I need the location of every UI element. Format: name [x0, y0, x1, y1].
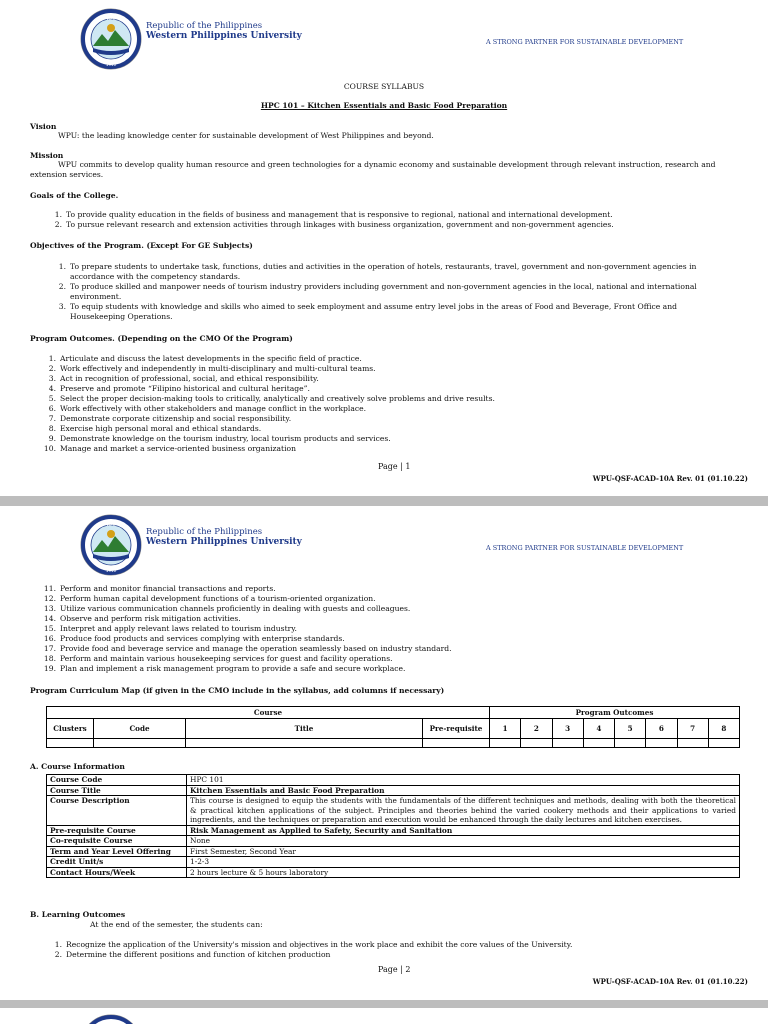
program-outcomes-label: Program Outcomes. (Depending on the CMO Of the Program): [30, 334, 293, 343]
program-outcome-item-number: 17.: [43, 644, 56, 653]
cmap-outcome-col: 1: [490, 719, 521, 739]
course-info-key: Course Title: [47, 785, 187, 796]
program-outcome-item: [42, 354, 495, 364]
program-outcome-item-number: 5.: [48, 394, 56, 403]
program-outcome-item: [42, 424, 495, 434]
learning-outcome-item-number: 1.: [54, 940, 62, 949]
course-info-value: This course is designed to equip the students with the fundamentals of the different techniques and methods, dealing with both the theoretical & practical kitchen applications of the subject. Principles and theories behind the varied cookery methods and their applications to varied ingredients, and the techniques or preparation and execution would be enhanced through the daily lectures and kitchen exercises.: [187, 796, 740, 826]
program-outcome-item-text: Demonstrate knowledge on the tourism industry, local tourism products and services.: [60, 434, 391, 443]
program-outcome-item-number: 3.: [48, 374, 56, 383]
cmap-empty-cell: [615, 739, 646, 748]
program-outcome-item-text: Articulate and discuss the latest developments in the specific field of practice.: [60, 354, 362, 363]
svg-text:1910: 1910: [105, 568, 117, 573]
learning-outcome-item-text: Recognize the application of the University's mission and objectives in the work place and exhibit the core values of the University.: [66, 940, 573, 949]
doc-title: COURSE SYLLABUS: [343, 82, 425, 91]
goal-item-number: 2.: [54, 220, 62, 229]
cmap-empty-cell: [677, 739, 708, 748]
objective-item-text: To produce skilled and manpower needs of tourism industry providers including government and non-government agencies in the local, national and international environment.: [70, 282, 697, 301]
course-info-row: [47, 867, 740, 878]
curriculum-map-label: Program Curriculum Map (if given in the CMO include in the syllabus, add columns if necessary): [30, 686, 445, 695]
syllabus-page-2: [0, 506, 768, 1000]
cmap-empty-cell: [521, 739, 552, 748]
cmap-outcome-col: 4: [583, 719, 614, 739]
learning-outcomes-list: [48, 940, 572, 960]
program-outcome-item: [42, 644, 452, 654]
program-outcome-item: [42, 394, 495, 404]
header-republic: Republic of the Philippines: [146, 21, 263, 31]
syllabus-page-3: [0, 1008, 768, 1024]
course-heading: HPC 101 – Kitchen Essentials and Basic Food Preparation: [260, 101, 508, 110]
page-number: Page | 1: [378, 462, 411, 471]
course-info-row: [47, 775, 740, 786]
program-outcome-item-number: 11.: [43, 584, 56, 593]
course-info-value: 2 hours lecture & 5 hours laboratory: [187, 867, 740, 878]
cmap-empty-cell: [490, 739, 521, 748]
program-outcome-item-text: Work effectively and independently in multi-disciplinary and multi-cultural teams.: [60, 364, 376, 373]
program-outcome-item-number: 12.: [43, 594, 56, 603]
course-info-key: Contact Hours/Week: [47, 867, 187, 878]
course-info-row: [47, 857, 740, 868]
goal-item: [48, 220, 614, 230]
program-outcome-item-text: Provide food and beverage service and manage the operation seamlessly based on industry standard.: [60, 644, 452, 653]
program-outcomes-list-continued: [42, 584, 452, 674]
course-info-value: HPC 101: [187, 775, 740, 786]
course-info-row: [47, 825, 740, 836]
objective-item-text: To prepare students to undertake task, functions, duties and activities in the operation of hotels, restaurants, travel, government and non-government agencies in accordance with the competency standards.: [70, 262, 697, 281]
learning-outcome-item: [48, 950, 572, 960]
goal-item: [48, 210, 614, 220]
program-outcome-item-number: 19.: [43, 664, 56, 673]
course-info-key: Course Code: [47, 775, 187, 786]
svg-text:WPU: WPU: [106, 16, 116, 21]
header-university-name: Western Philippines University: [146, 537, 302, 547]
program-outcome-item: [42, 634, 452, 644]
objectives-label: Objectives of the Program. (Except For GE Subjects): [30, 241, 253, 250]
cmap-outcome-col: 8: [708, 719, 739, 739]
program-outcome-item: [42, 374, 495, 384]
course-information-table: [46, 774, 740, 878]
cmap-empty-cell: [552, 739, 583, 748]
program-outcome-item: [42, 654, 452, 664]
program-outcome-item: [42, 364, 495, 374]
cmap-outcome-col: 2: [521, 719, 552, 739]
svg-text:WPU: WPU: [106, 522, 116, 527]
cmap-outcome-col: 6: [646, 719, 677, 739]
program-outcome-item-number: 7.: [48, 414, 56, 423]
mission-label: Mission: [30, 151, 64, 160]
program-outcome-item: [42, 604, 452, 614]
cmap-clusters-header: Clusters: [47, 719, 94, 739]
program-outcome-item-number: 4.: [48, 384, 56, 393]
objective-item: [52, 302, 724, 322]
program-outcome-item-number: 10.: [43, 444, 56, 453]
header-tagline: A STRONG PARTNER FOR SUSTAINABLE DEVELOPMENT: [486, 38, 684, 46]
program-outcome-item-number: 2.: [48, 364, 56, 373]
program-outcome-item-number: 8.: [48, 424, 56, 433]
page-number: Page | 2: [378, 965, 411, 974]
vision-label: Vision: [30, 122, 57, 131]
objective-item: [52, 262, 724, 282]
program-outcome-item: [42, 664, 452, 674]
program-outcome-item-text: Demonstrate corporate citizenship and social responsibility.: [60, 414, 292, 423]
mission-text: WPU commits to develop quality human resource and green technologies for a dynamic economy and sustainable development through relevant instruction, research and extension services.: [30, 160, 716, 179]
objective-item-text: To equip students with knowledge and skills who aimed to seek employment and assume entry level jobs in the areas of Food and Beverage, Front Office and Housekeeping Operations.: [70, 302, 677, 321]
goals-list: [48, 210, 614, 230]
program-outcome-item-text: Utilize various communication channels proficiently in dealing with guests and colleagues.: [60, 604, 411, 613]
program-outcome-item: [42, 414, 495, 424]
program-outcome-item-number: 18.: [43, 654, 56, 663]
program-outcome-item-number: 9.: [48, 434, 56, 443]
objective-item-number: 3.: [58, 302, 66, 311]
objective-item: [52, 282, 724, 302]
cmap-title-header: Title: [186, 719, 423, 739]
course-info-value: Kitchen Essentials and Basic Food Preparation: [187, 785, 740, 796]
cmap-empty-cell: [423, 739, 490, 748]
learning-outcome-item: [48, 940, 572, 950]
program-outcome-item: [42, 624, 452, 634]
program-outcome-item-number: 6.: [48, 404, 56, 413]
learning-outcomes-intro: At the end of the semester, the students can:: [90, 920, 263, 929]
course-info-label: A. Course Information: [30, 762, 125, 771]
syllabus-page-1: [0, 0, 768, 496]
cmap-program-outcomes-header: Program Outcomes: [490, 707, 740, 719]
course-info-key: Co-requisite Course: [47, 836, 187, 847]
learning-outcome-item-number: 2.: [54, 950, 62, 959]
header-university-name: Western Philippines University: [146, 31, 302, 41]
program-outcome-item-number: 15.: [43, 624, 56, 633]
course-info-row: [47, 785, 740, 796]
program-outcome-item-text: Preserve and promote “Filipino historical and cultural heritage”.: [60, 384, 310, 393]
course-info-row: [47, 836, 740, 847]
program-outcome-item: [42, 584, 452, 594]
program-outcome-item-text: Interpret and apply relevant laws related to tourism industry.: [60, 624, 297, 633]
cmap-empty-cell: [47, 739, 94, 748]
objective-item-number: 2.: [58, 282, 66, 291]
university-seal-icon: [80, 514, 142, 576]
cmap-outcome-col: 5: [615, 719, 646, 739]
header-republic: Republic of the Philippines: [146, 527, 263, 537]
program-outcome-item-text: Work effectively with other stakeholders and manage conflict in the workplace.: [60, 404, 367, 413]
program-outcomes-list: [42, 354, 495, 454]
learning-outcomes-label: B. Learning Outcomes: [30, 910, 126, 919]
course-info-key: Pre-requisite Course: [47, 825, 187, 836]
program-outcome-item-text: Select the proper decision-making tools to critically, analytically and creatively solve problems and drive results.: [60, 394, 495, 403]
program-outcome-item-text: Act in recognition of professional, social, and ethical responsibility.: [60, 374, 319, 383]
program-outcome-item: [42, 404, 495, 414]
cmap-outcome-col: 7: [677, 719, 708, 739]
cmap-empty-cell: [583, 739, 614, 748]
cmap-empty-cell: [94, 739, 186, 748]
form-code: WPU-QSF-ACAD-10A Rev. 01 (01.10.22): [592, 977, 748, 986]
form-code: WPU-QSF-ACAD-10A Rev. 01 (01.10.22): [592, 474, 748, 483]
cmap-prereq-header: Pre-requisite: [423, 719, 490, 739]
program-outcome-item: [42, 594, 452, 604]
curriculum-map-table: [46, 706, 740, 748]
program-outcome-item-text: Perform human capital development functions of a tourism-oriented organization.: [60, 594, 376, 603]
program-outcome-item-text: Produce food products and services complying with enterprise standards.: [60, 634, 345, 643]
course-info-value: Risk Management as Applied to Safety, Security and Sanitation: [187, 825, 740, 836]
program-outcome-item-text: Plan and implement a risk management program to provide a safe and secure workplace.: [60, 664, 406, 673]
program-outcome-item: [42, 384, 495, 394]
course-info-key: Course Description: [47, 796, 187, 826]
course-info-row: [47, 796, 740, 826]
program-outcome-item-number: 16.: [43, 634, 56, 643]
course-info-value: First Semester, Second Year: [187, 846, 740, 857]
cmap-empty-cell: [186, 739, 423, 748]
program-outcome-item: [42, 434, 495, 444]
objective-item-number: 1.: [58, 262, 66, 271]
program-outcome-item-text: Perform and monitor financial transactions and reports.: [60, 584, 276, 593]
cmap-empty-cell: [708, 739, 739, 748]
program-outcome-item: [42, 444, 495, 454]
cmap-code-header: Code: [94, 719, 186, 739]
program-outcome-item: [42, 614, 452, 624]
cmap-outcome-col: 3: [552, 719, 583, 739]
goal-item-text: To provide quality education in the fields of business and management that is responsive to regional, national and international development.: [66, 210, 613, 219]
course-info-value: 1-2-3: [187, 857, 740, 868]
program-outcome-item-text: Observe and perform risk mitigation activities.: [60, 614, 241, 623]
program-outcome-item-text: Exercise high personal moral and ethical standards.: [60, 424, 262, 433]
goal-item-text: To pursue relevant research and extension activities through linkages with business organization, government and non-government agencies.: [66, 220, 614, 229]
vision-text: WPU: the leading knowledge center for sustainable development of West Philippines and beyond.: [58, 131, 434, 140]
learning-outcome-item-text: Determine the different positions and function of kitchen production: [66, 950, 331, 959]
program-outcome-item-number: 13.: [43, 604, 56, 613]
course-info-key: Credit Unit/s: [47, 857, 187, 868]
program-outcome-item-text: Manage and market a service-oriented business organization: [60, 444, 296, 453]
program-outcome-item-text: Perform and maintain various housekeeping services for guest and facility operations.: [60, 654, 393, 663]
goals-label: Goals of the College.: [30, 191, 119, 200]
goal-item-number: 1.: [54, 210, 62, 219]
course-info-row: [47, 846, 740, 857]
objectives-list: [52, 262, 724, 322]
cmap-empty-cell: [646, 739, 677, 748]
university-seal-icon: [80, 1014, 142, 1024]
program-outcome-item-number: 1.: [48, 354, 56, 363]
course-info-key: Term and Year Level Offering: [47, 846, 187, 857]
program-outcome-item-number: 14.: [43, 614, 56, 623]
university-seal-icon: [80, 8, 142, 70]
header-tagline: A STRONG PARTNER FOR SUSTAINABLE DEVELOPMENT: [486, 544, 684, 552]
svg-text:1910: 1910: [105, 62, 117, 67]
cmap-course-header: Course: [47, 707, 490, 719]
course-info-value: None: [187, 836, 740, 847]
